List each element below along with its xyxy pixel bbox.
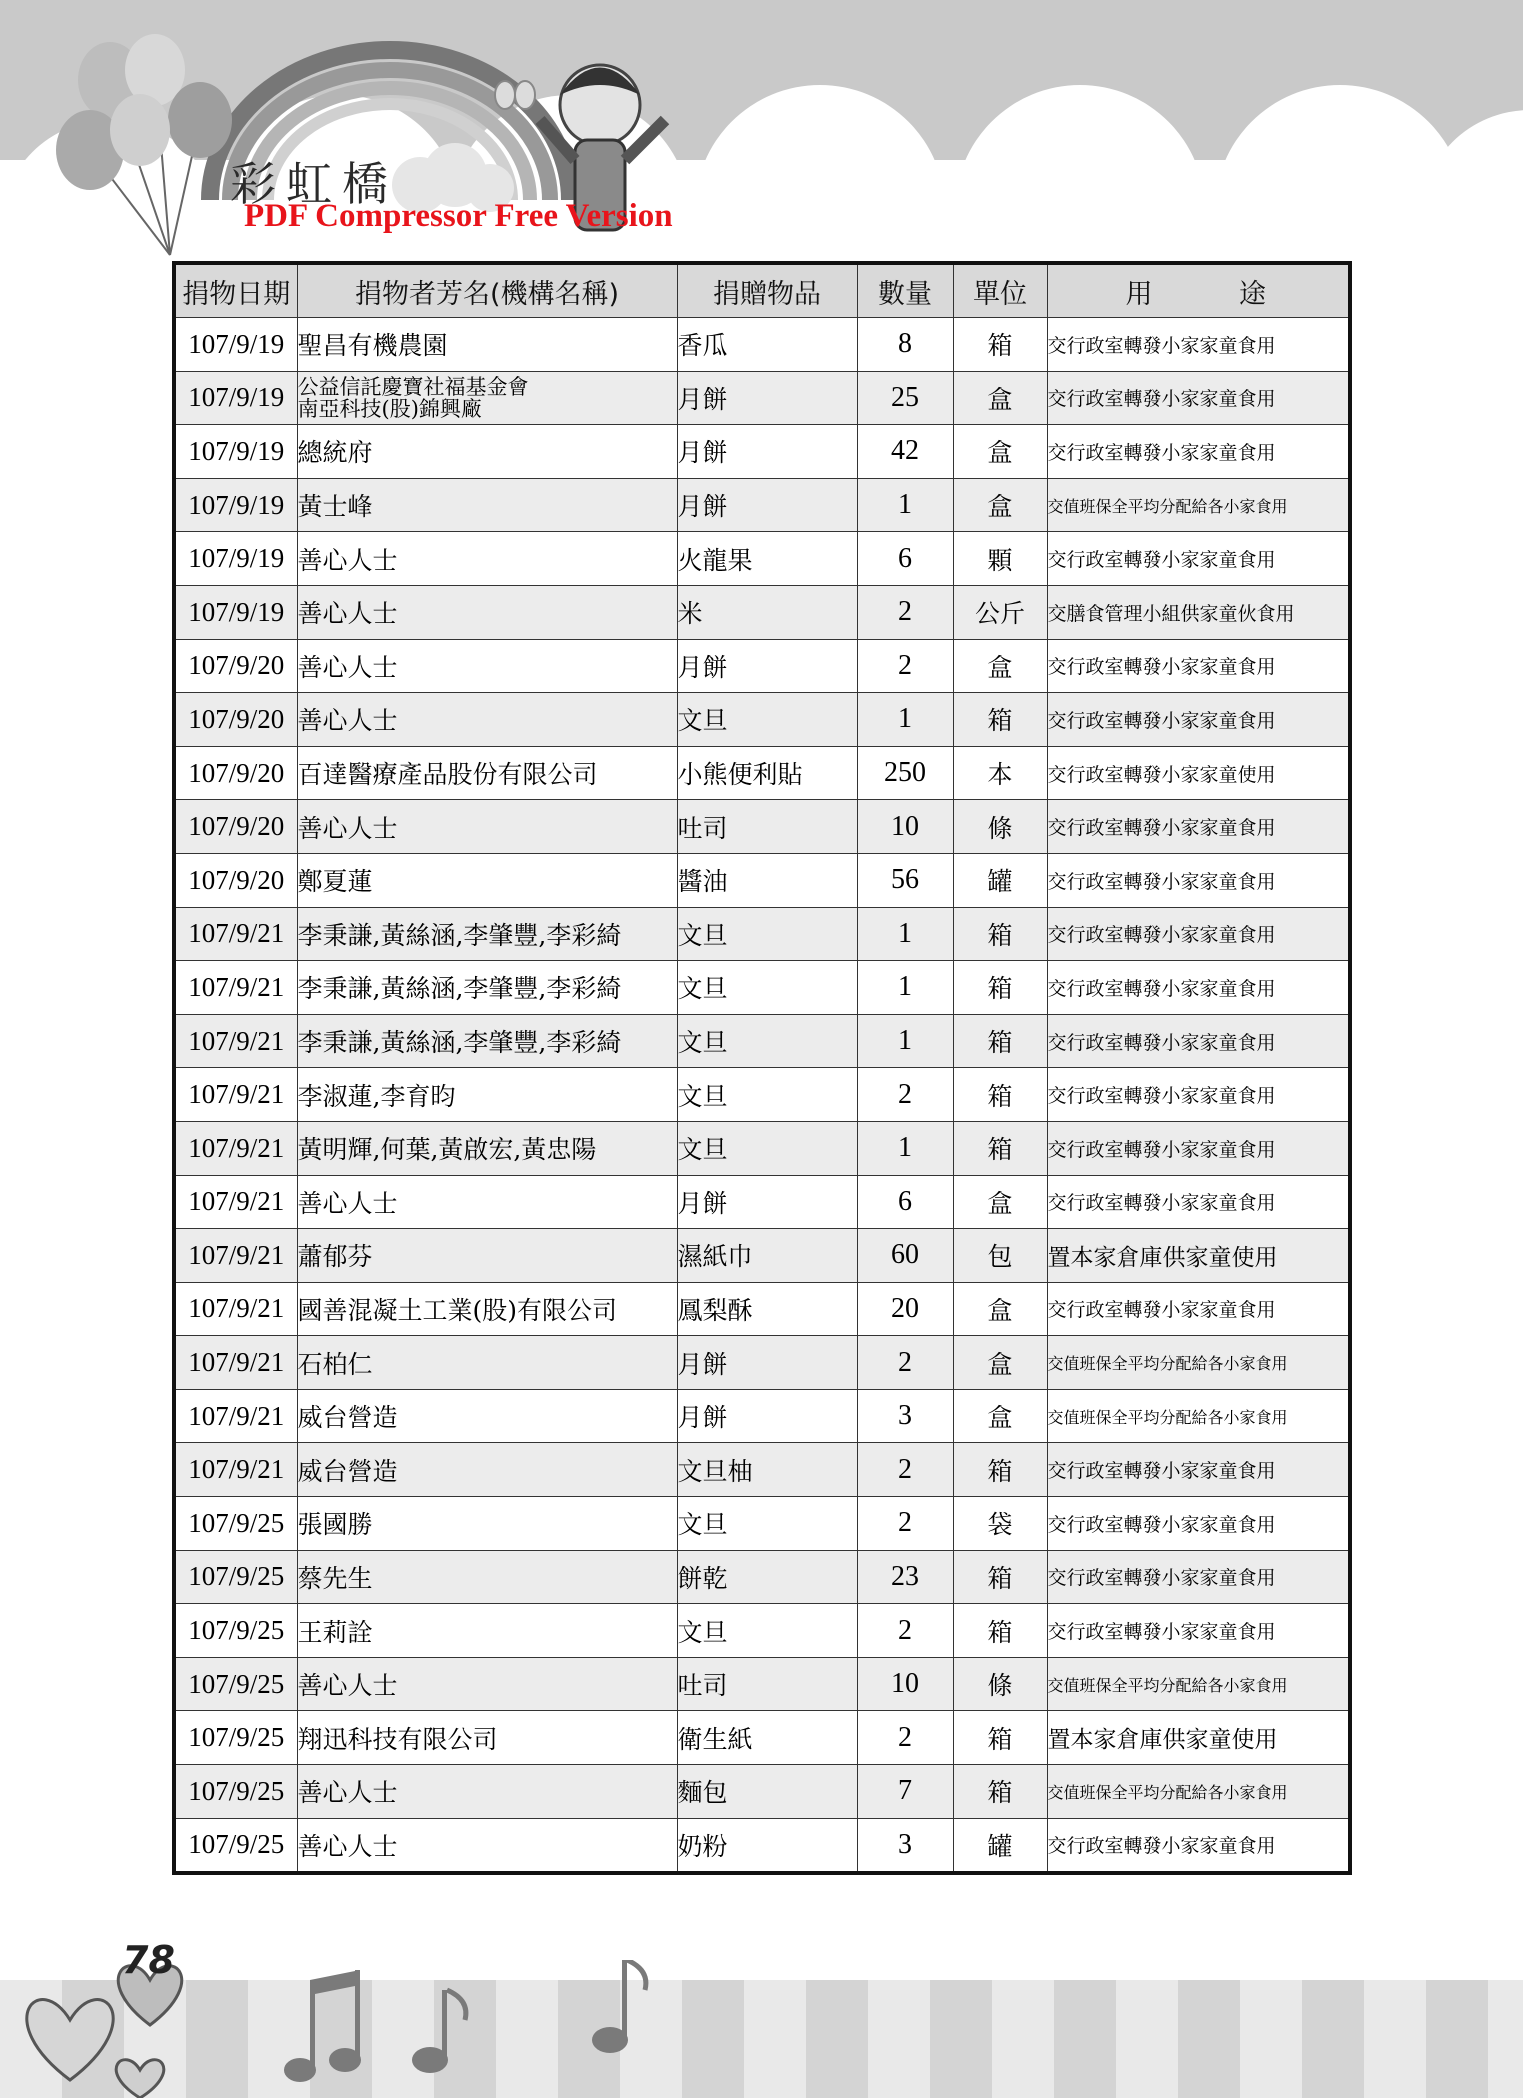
cell-date: 107/9/19	[174, 425, 297, 479]
cell-qty: 2	[857, 639, 953, 693]
cell-unit: 盒	[953, 371, 1047, 425]
cell-date: 107/9/21	[174, 1229, 297, 1283]
cell-item: 文旦	[677, 907, 857, 961]
cell-donor: 王莉詮	[297, 1604, 677, 1658]
cell-donor: 善心人士	[297, 693, 677, 747]
cell-unit: 箱	[953, 1765, 1047, 1819]
cell-date: 107/9/25	[174, 1497, 297, 1551]
cell-date: 107/9/19	[174, 478, 297, 532]
cell-item: 奶粉	[677, 1818, 857, 1873]
cell-date: 107/9/19	[174, 371, 297, 425]
cell-use: 交行政室轉發小家家童食用	[1047, 1443, 1350, 1497]
cell-date: 107/9/19	[174, 585, 297, 639]
cell-donor: 善心人士	[297, 1657, 677, 1711]
cell-donor: 李秉謙,黃絲涵,李肇豐,李彩綺	[297, 907, 677, 961]
cell-donor: 善心人士	[297, 532, 677, 586]
cell-unit: 盒	[953, 1175, 1047, 1229]
cell-item: 醬油	[677, 853, 857, 907]
cell-unit: 箱	[953, 1550, 1047, 1604]
cell-use: 交行政室轉發小家家童食用	[1047, 1014, 1350, 1068]
cell-qty: 8	[857, 318, 953, 372]
cell-use: 交行政室轉發小家家童食用	[1047, 1121, 1350, 1175]
header-donor: 捐物者芳名(機構名稱)	[297, 263, 677, 318]
cell-donor: 鄭夏蓮	[297, 853, 677, 907]
cell-item: 文旦	[677, 1014, 857, 1068]
cell-qty: 250	[857, 746, 953, 800]
cell-item: 月餅	[677, 425, 857, 479]
cell-donor: 石柏仁	[297, 1336, 677, 1390]
table-row	[174, 693, 1350, 747]
table-header-row	[174, 263, 1350, 318]
cell-use: 交行政室轉發小家家童食用	[1047, 425, 1350, 479]
cell-use: 交值班保全平均分配給各小家食用	[1047, 1389, 1350, 1443]
cell-qty: 20	[857, 1282, 953, 1336]
cell-donor: 蕭郁芬	[297, 1229, 677, 1283]
cell-qty: 2	[857, 1497, 953, 1551]
table-row	[174, 1282, 1350, 1336]
table-row	[174, 907, 1350, 961]
cell-item: 文旦	[677, 1604, 857, 1658]
table-row	[174, 318, 1350, 372]
cell-item: 麵包	[677, 1765, 857, 1819]
table-row	[174, 1443, 1350, 1497]
cell-date: 107/9/25	[174, 1657, 297, 1711]
cell-date: 107/9/21	[174, 1121, 297, 1175]
donor-line: 公益信託慶寶社福基金會	[297, 374, 529, 399]
cell-qty: 42	[857, 425, 953, 479]
table-row	[174, 1336, 1350, 1390]
cell-unit: 盒	[953, 478, 1047, 532]
cell-donor: 善心人士	[297, 800, 677, 854]
cell-item: 文旦	[677, 1121, 857, 1175]
cell-date: 107/9/21	[174, 1443, 297, 1497]
cell-item: 餅乾	[677, 1550, 857, 1604]
cell-unit: 盒	[953, 639, 1047, 693]
cell-donor: 蔡先生	[297, 1550, 677, 1604]
cell-qty: 10	[857, 800, 953, 854]
cell-use: 交行政室轉發小家家童食用	[1047, 693, 1350, 747]
cell-donor: 李秉謙,黃絲涵,李肇豐,李彩綺	[297, 961, 677, 1015]
cell-qty: 2	[857, 585, 953, 639]
header-date: 捐物日期	[174, 263, 297, 318]
cell-date: 107/9/21	[174, 1389, 297, 1443]
table-row	[174, 1765, 1350, 1819]
cell-date: 107/9/20	[174, 853, 297, 907]
cell-donor: 百達醫療產品股份有限公司	[297, 746, 677, 800]
cell-qty: 1	[857, 907, 953, 961]
cell-date: 107/9/21	[174, 1175, 297, 1229]
cell-unit: 盒	[953, 1389, 1047, 1443]
table-row	[174, 853, 1350, 907]
cell-qty: 3	[857, 1818, 953, 1873]
cell-item: 文旦	[677, 961, 857, 1015]
cell-unit: 箱	[953, 1121, 1047, 1175]
cell-date: 107/9/20	[174, 639, 297, 693]
table-row	[174, 1818, 1350, 1873]
cell-item: 吐司	[677, 1657, 857, 1711]
cell-date: 107/9/25	[174, 1550, 297, 1604]
table-row	[174, 478, 1350, 532]
header-decoration	[0, 0, 1523, 260]
table-row	[174, 371, 1350, 425]
cell-date: 107/9/25	[174, 1765, 297, 1819]
cell-use: 置本家倉庫供家童使用	[1047, 1229, 1350, 1283]
table-row	[174, 1711, 1350, 1765]
cell-qty: 1	[857, 1121, 953, 1175]
cell-date: 107/9/25	[174, 1604, 297, 1658]
cell-item: 文旦	[677, 1068, 857, 1122]
cell-unit: 罐	[953, 1818, 1047, 1873]
cell-unit: 顆	[953, 532, 1047, 586]
donor-line: 南亞科技(股)錦興廠	[297, 396, 482, 421]
cell-qty: 2	[857, 1336, 953, 1390]
cell-unit: 盒	[953, 1282, 1047, 1336]
cell-donor: 聖昌有機農園	[297, 318, 677, 372]
cell-qty: 10	[857, 1657, 953, 1711]
cell-qty: 3	[857, 1389, 953, 1443]
table-row	[174, 961, 1350, 1015]
cell-use: 交行政室轉發小家家童食用	[1047, 1604, 1350, 1658]
cell-unit: 袋	[953, 1497, 1047, 1551]
table-row	[174, 1175, 1350, 1229]
cell-qty: 6	[857, 532, 953, 586]
cell-item: 文旦	[677, 1497, 857, 1551]
cell-date: 107/9/25	[174, 1818, 297, 1873]
cell-unit: 條	[953, 800, 1047, 854]
donation-table	[172, 261, 1352, 1875]
cell-use: 交行政室轉發小家家童食用	[1047, 853, 1350, 907]
cell-qty: 2	[857, 1443, 953, 1497]
cell-unit: 本	[953, 746, 1047, 800]
cell-donor: 善心人士	[297, 1765, 677, 1819]
cell-date: 107/9/21	[174, 961, 297, 1015]
cell-use: 交行政室轉發小家家童食用	[1047, 1282, 1350, 1336]
cell-unit: 包	[953, 1229, 1047, 1283]
cell-item: 火龍果	[677, 532, 857, 586]
cell-unit: 箱	[953, 1443, 1047, 1497]
cell-donor: 黃士峰	[297, 478, 677, 532]
cell-unit: 箱	[953, 318, 1047, 372]
cell-use: 交行政室轉發小家家童食用	[1047, 1497, 1350, 1551]
cell-unit: 盒	[953, 425, 1047, 479]
cell-qty: 7	[857, 1765, 953, 1819]
table-row	[174, 1389, 1350, 1443]
table-row	[174, 1550, 1350, 1604]
cell-item: 香瓜	[677, 318, 857, 372]
cell-use: 交行政室轉發小家家童食用	[1047, 1550, 1350, 1604]
cell-use: 交行政室轉發小家家童食用	[1047, 532, 1350, 586]
cell-donor	[297, 371, 677, 425]
cell-use: 交值班保全平均分配給各小家食用	[1047, 1657, 1350, 1711]
cell-use: 交行政室轉發小家家童食用	[1047, 639, 1350, 693]
cell-donor: 威台營造	[297, 1389, 677, 1443]
cell-donor: 總統府	[297, 425, 677, 479]
cell-use: 交行政室轉發小家家童食用	[1047, 1068, 1350, 1122]
footer-decoration	[0, 1960, 1523, 2098]
table-row	[174, 425, 1350, 479]
cell-item: 吐司	[677, 800, 857, 854]
cell-date: 107/9/20	[174, 693, 297, 747]
cell-qty: 1	[857, 478, 953, 532]
cell-unit: 箱	[953, 693, 1047, 747]
table-row	[174, 532, 1350, 586]
cell-use: 交值班保全平均分配給各小家食用	[1047, 1336, 1350, 1390]
cell-item: 衛生紙	[677, 1711, 857, 1765]
cell-date: 107/9/21	[174, 907, 297, 961]
cell-donor: 李淑蓮,李育昀	[297, 1068, 677, 1122]
cell-use: 交行政室轉發小家家童食用	[1047, 318, 1350, 372]
cell-use: 交行政室轉發小家家童使用	[1047, 746, 1350, 800]
table-row	[174, 1068, 1350, 1122]
cell-qty: 25	[857, 371, 953, 425]
cell-qty: 60	[857, 1229, 953, 1283]
table-row	[174, 800, 1350, 854]
table-row	[174, 1604, 1350, 1658]
cell-item: 月餅	[677, 1389, 857, 1443]
cell-donor: 善心人士	[297, 639, 677, 693]
cell-date: 107/9/21	[174, 1014, 297, 1068]
cell-unit: 箱	[953, 961, 1047, 1015]
cell-date: 107/9/20	[174, 800, 297, 854]
cell-donor: 善心人士	[297, 1818, 677, 1873]
cell-item: 文旦	[677, 693, 857, 747]
cell-use: 交行政室轉發小家家童食用	[1047, 1818, 1350, 1873]
table-row	[174, 746, 1350, 800]
cell-use: 置本家倉庫供家童使用	[1047, 1711, 1350, 1765]
cell-donor: 李秉謙,黃絲涵,李肇豐,李彩綺	[297, 1014, 677, 1068]
cell-qty: 1	[857, 1014, 953, 1068]
cell-donor: 國善混凝土工業(股)有限公司	[297, 1282, 677, 1336]
cell-donor: 善心人士	[297, 1175, 677, 1229]
cell-item: 月餅	[677, 1175, 857, 1229]
cell-date: 107/9/20	[174, 746, 297, 800]
cell-use: 交膳食管理小組供家童伙食用	[1047, 585, 1350, 639]
cell-donor: 善心人士	[297, 585, 677, 639]
cell-donor: 翔迅科技有限公司	[297, 1711, 677, 1765]
cell-use: 交行政室轉發小家家童食用	[1047, 1175, 1350, 1229]
header-qty: 數量	[857, 263, 953, 318]
cell-date: 107/9/25	[174, 1711, 297, 1765]
cell-date: 107/9/19	[174, 532, 297, 586]
table-row	[174, 1657, 1350, 1711]
table-row	[174, 1229, 1350, 1283]
table-row	[174, 1497, 1350, 1551]
cell-qty: 2	[857, 1068, 953, 1122]
cell-qty: 2	[857, 1604, 953, 1658]
page-number: 78	[122, 1938, 175, 1982]
cell-donor: 黃明輝,何葉,黃啟宏,黃忠陽	[297, 1121, 677, 1175]
table-row	[174, 1121, 1350, 1175]
watermark-text: PDF Compressor Free Version	[244, 198, 673, 234]
cell-donor: 張國勝	[297, 1497, 677, 1551]
cell-qty: 1	[857, 961, 953, 1015]
cell-item: 月餅	[677, 371, 857, 425]
header-unit: 單位	[953, 263, 1047, 318]
cell-item: 米	[677, 585, 857, 639]
cell-qty: 6	[857, 1175, 953, 1229]
cell-unit: 箱	[953, 1604, 1047, 1658]
cell-date: 107/9/21	[174, 1336, 297, 1390]
cell-qty: 56	[857, 853, 953, 907]
cell-date: 107/9/19	[174, 318, 297, 372]
cell-use: 交值班保全平均分配給各小家食用	[1047, 478, 1350, 532]
cell-date: 107/9/21	[174, 1068, 297, 1122]
cell-unit: 箱	[953, 1014, 1047, 1068]
cell-unit: 箱	[953, 1068, 1047, 1122]
cell-donor: 威台營造	[297, 1443, 677, 1497]
brand-title: 彩虹橋	[230, 157, 398, 211]
cell-qty: 23	[857, 1550, 953, 1604]
cell-item: 濕紙巾	[677, 1229, 857, 1283]
cell-item: 月餅	[677, 1336, 857, 1390]
cell-item: 月餅	[677, 639, 857, 693]
cell-use: 交值班保全平均分配給各小家食用	[1047, 1765, 1350, 1819]
cell-use: 交行政室轉發小家家童食用	[1047, 961, 1350, 1015]
cell-use: 交行政室轉發小家家童食用	[1047, 907, 1350, 961]
cell-use: 交行政室轉發小家家童食用	[1047, 371, 1350, 425]
cell-item: 月餅	[677, 478, 857, 532]
cell-date: 107/9/21	[174, 1282, 297, 1336]
cell-item: 小熊便利貼	[677, 746, 857, 800]
header-use: 用 途	[1047, 263, 1350, 318]
cell-unit: 箱	[953, 907, 1047, 961]
cell-unit: 公斤	[953, 585, 1047, 639]
cell-unit: 條	[953, 1657, 1047, 1711]
cell-unit: 箱	[953, 1711, 1047, 1765]
cell-item: 鳳梨酥	[677, 1282, 857, 1336]
cell-unit: 盒	[953, 1336, 1047, 1390]
cell-use: 交行政室轉發小家家童食用	[1047, 800, 1350, 854]
cell-qty: 2	[857, 1711, 953, 1765]
cell-unit: 罐	[953, 853, 1047, 907]
table-row	[174, 639, 1350, 693]
header-item: 捐贈物品	[677, 263, 857, 318]
table-row	[174, 585, 1350, 639]
table-row	[174, 1014, 1350, 1068]
cell-item: 文旦柚	[677, 1443, 857, 1497]
cell-qty: 1	[857, 693, 953, 747]
